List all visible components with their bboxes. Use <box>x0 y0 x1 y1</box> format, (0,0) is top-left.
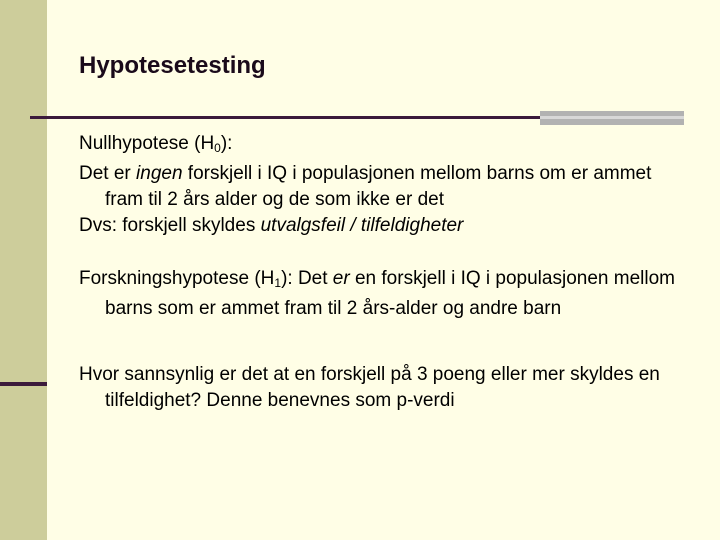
research-text: en forskjell i IQ i populasjonen mellom barns som er ammet fram til 2 års-alder og andre barn <box>105 268 675 319</box>
research-label-subscript: 1 <box>274 276 282 290</box>
left-accent-band <box>0 0 47 540</box>
null-text-pre: Det er <box>79 163 137 184</box>
dvs-text-pre: Dvs: forskjell skyldes <box>79 215 261 236</box>
null-text-post: forskjell i IQ i populasjonen mellom barns om er ammet fram til 2 års alder og de som ikke er det <box>105 163 652 210</box>
null-label-subscript: 0 <box>214 141 221 155</box>
left-accent-tick <box>0 382 47 386</box>
null-hypothesis-label <box>79 131 679 161</box>
p-value-question: Hvor sannsynlig er det at en forskjell på 3 poeng eller mer skyldes en tilfeldighet? Denne benevnes som p-verdi <box>79 364 660 411</box>
null-hypothesis-text <box>79 161 679 213</box>
research-emphasis: er <box>332 268 350 289</box>
null-label-text: Nullhypotese (H <box>79 133 215 154</box>
title-rule <box>30 116 540 119</box>
null-label-suffix: ): <box>220 133 233 154</box>
research-hypothesis <box>79 266 679 322</box>
null-hypothesis-dvs <box>79 213 679 239</box>
research-label-text: Forskningshypotese (H <box>79 268 275 289</box>
research-label-suffix: ): Det <box>281 268 333 289</box>
title-rule-right-bar <box>540 111 684 125</box>
slide-title: Hypotesetesting <box>79 52 266 79</box>
dvs-text-emphasis: utvalgsfeil / tilfeldigheter <box>260 215 464 236</box>
null-text-emphasis: ingen <box>136 163 183 184</box>
slide-body <box>79 131 679 414</box>
